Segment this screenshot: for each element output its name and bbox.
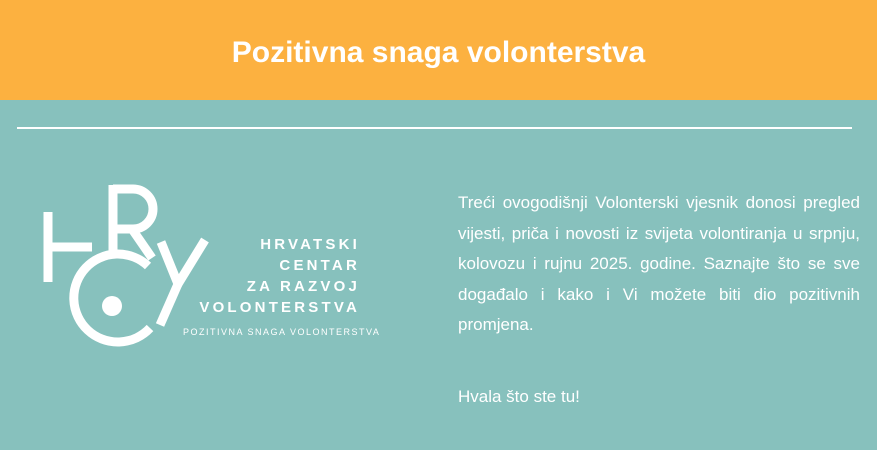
- logo-line: ZA RAZVOJ: [246, 278, 360, 295]
- logo-line: HRVATSKI: [260, 236, 360, 253]
- header-banner: [0, 0, 877, 100]
- logo-name: [160, 234, 360, 318]
- thanks-text: Hvala što ste tu!: [458, 387, 580, 406]
- logo-tagline: POZITIVNA SNAGA VOLONTERSTVA: [183, 327, 381, 337]
- page-title: Pozitivna snaga volonterstva: [231, 36, 646, 69]
- logo-line: VOLONTERSTVA: [199, 299, 360, 316]
- logo-line: CENTAR: [279, 257, 360, 274]
- intro-paragraph: Treći ovogodišnji Volonterski vjesnik donosi pregled vijesti, priča i novosti iz svijeta volontiranja u srpnju, kolovozu i rujnu 2025. godine. Saznajte što se sve događalo i kako i Vi možete biti dio pozitivnih promjena.: [458, 193, 860, 334]
- divider-line: [17, 127, 852, 129]
